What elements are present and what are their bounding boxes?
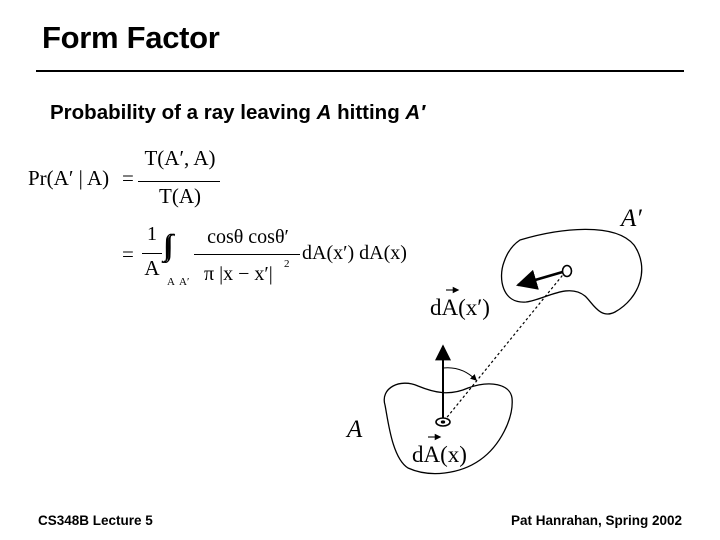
- eq2-equals: =: [122, 242, 134, 266]
- eq2-integral-sub-a: A: [167, 276, 175, 288]
- eq2-differentials: dA(x′) dA(x): [302, 242, 407, 264]
- eq2-numerator: cosθ cosθ′: [207, 226, 289, 248]
- footer-course: CS348B Lecture 5: [38, 513, 153, 528]
- subtitle-var-a: A: [316, 101, 332, 124]
- eq2-double-integral: ∫∫: [163, 229, 168, 262]
- eq2-prefactor-denominator: A: [144, 256, 160, 280]
- subtitle-text-before: Probability of a ray leaving: [50, 101, 317, 124]
- footer-author: Pat Hanrahan, Spring 2002: [510, 513, 682, 528]
- eq2-denominator: π |x − x′|: [204, 263, 273, 285]
- label-da-x: dA(x): [412, 442, 467, 467]
- eq2-prefactor-numerator: 1: [147, 223, 157, 245]
- point-x-prime-marker: [563, 266, 572, 277]
- point-x-marker-center: [441, 420, 445, 423]
- label-da-x-prime: dA(x′): [430, 295, 490, 320]
- normal-arrow-a-prime: [518, 271, 566, 285]
- eq2-exponent: 2: [284, 258, 290, 270]
- slide-title: Form Factor: [42, 20, 220, 55]
- label-a: A: [347, 416, 363, 443]
- label-a-prime: A′: [621, 205, 642, 232]
- eq2-integral-sub-a-prime: A′: [179, 276, 190, 288]
- eq1-denominator: T(A): [159, 184, 201, 208]
- eq1-equals: =: [122, 166, 134, 190]
- subtitle-var-a-prime: A′: [405, 101, 426, 124]
- ray-line: [444, 271, 566, 421]
- eq1-lhs: Pr(A′ | A): [28, 166, 110, 190]
- angle-theta-arc: [443, 368, 476, 380]
- subtitle-text-middle: hitting: [331, 101, 406, 124]
- eq1-numerator: T(A′, A): [144, 146, 216, 170]
